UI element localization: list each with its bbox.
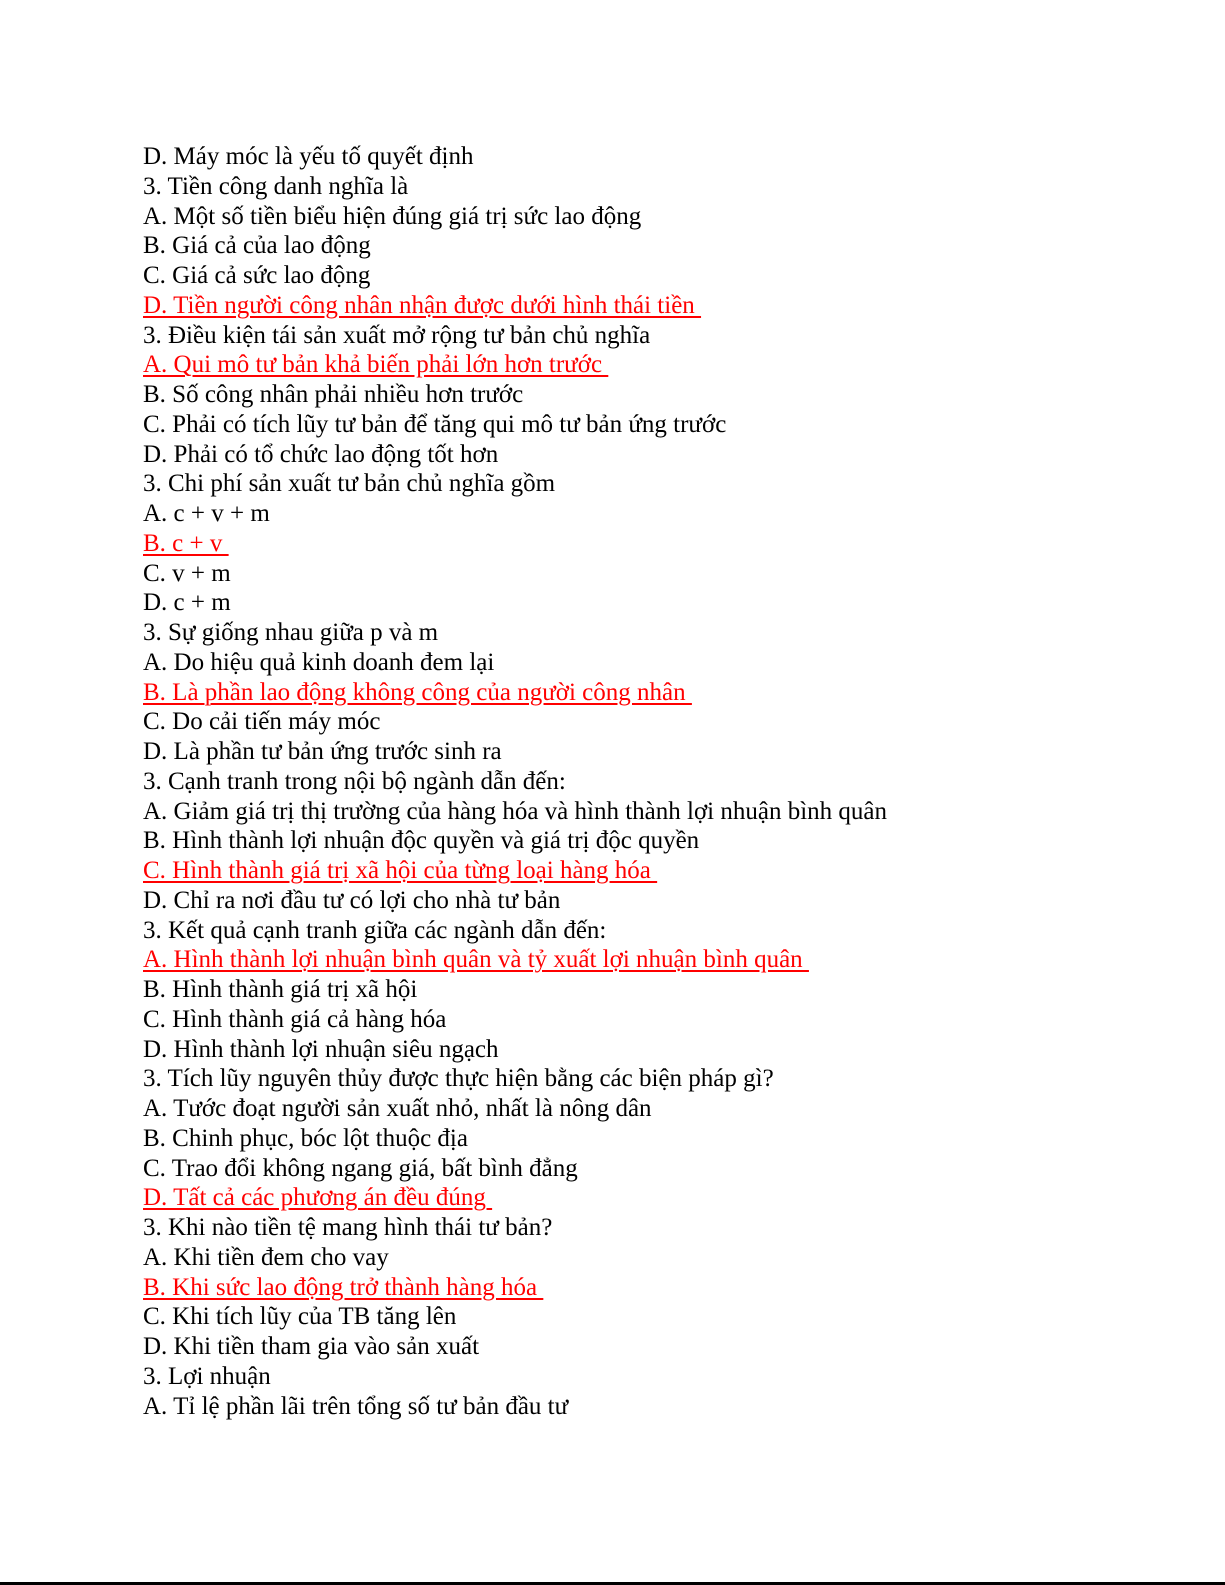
text-line [143, 1154, 1143, 1184]
line-text: D. Hình thành lợi nhuận siêu ngạch [143, 1035, 499, 1063]
line-text: B. Khi sức lao động trở thành hàng hóa [143, 1273, 544, 1301]
line-text: B. Hình thành giá trị xã hội [143, 976, 418, 1003]
line-text: B. Chinh phục, bóc lột thuộc địa [143, 1124, 468, 1152]
line-text: B. Giá cả của lao động [143, 232, 371, 260]
text-line [143, 707, 1143, 737]
text-line [143, 797, 1143, 827]
text-line [143, 1213, 1143, 1243]
text-line [143, 916, 1143, 946]
text-line [143, 886, 1143, 916]
line-text: D. Phải có tổ chức lao động tốt hơn [143, 440, 499, 468]
correct-answer-line [143, 1273, 1143, 1303]
text-line [143, 231, 1143, 261]
line-text: C. Hình thành giá trị xã hội của từng loại hàng hóa [143, 857, 658, 884]
text-line [143, 499, 1143, 529]
line-text: A. Qui mô tư bản khả biến phải lớn hơn trước [143, 351, 609, 379]
line-text: 3. Chi phí sản xuất tư bản chủ nghĩa gồm [143, 470, 556, 498]
line-text: 3. Khi nào tiền tệ mang hình thái tư bản? [143, 1214, 553, 1241]
text-line [143, 826, 1143, 856]
line-text: D. Tiền người công nhân nhận được dưới hình thái tiền [143, 291, 702, 319]
correct-answer-line [143, 291, 1143, 321]
line-text: B. Số công nhân phải nhiều hơn trước [143, 381, 524, 408]
text-line [143, 975, 1143, 1005]
line-text: 3. Cạnh tranh trong nội bộ ngành dẫn đến: [143, 767, 566, 795]
text-line [143, 737, 1143, 767]
line-text: D. Tất cả các phương án đều đúng [143, 1184, 493, 1212]
text-line [143, 172, 1143, 202]
text-line [143, 440, 1143, 470]
line-text: A. Khi tiền đem cho vay [143, 1243, 389, 1271]
line-text: A. Giảm giá trị thị trường của hàng hóa và hình thành lợi nhuận bình quân [143, 797, 888, 825]
text-line [143, 1362, 1143, 1392]
text-line [143, 1243, 1143, 1273]
line-text: B. Là phần lao động không công của người công nhân [143, 678, 692, 706]
text-line [143, 588, 1143, 618]
line-text: 3. Điều kiện tái sản xuất mở rộng tư bản chủ nghĩa [143, 321, 651, 349]
line-text: A. Do hiệu quả kinh doanh đem lại [143, 648, 495, 676]
line-text: C. Giá cả sức lao động [143, 262, 371, 289]
correct-answer-line [143, 350, 1143, 380]
line-text: 3. Sự giống nhau giữa p và m [143, 619, 439, 646]
line-text: D. Máy móc là yếu tố quyết định [143, 143, 474, 170]
line-text: D. c + m [143, 589, 231, 617]
text-line [143, 142, 1143, 172]
text-line [143, 618, 1143, 648]
line-text: 3. Tích lũy nguyên thủy được thực hiện bằng các biện pháp gì? [143, 1065, 774, 1093]
line-text: D. Chỉ ra nơi đầu tư có lợi cho nhà tư bản [143, 886, 561, 914]
text-line [143, 469, 1143, 499]
text-line [143, 1005, 1143, 1035]
text-line [143, 1124, 1143, 1154]
line-text: A. c + v + m [143, 500, 270, 527]
line-text: B. Hình thành lợi nhuận độc quyền và giá trị độc quyền [143, 827, 700, 855]
line-text: C. Trao đổi không ngang giá, bất bình đẳng [143, 1154, 578, 1182]
line-text: C. Phải có tích lũy tư bản để tăng qui mô tư bản ứng trước [143, 410, 727, 438]
document-page [143, 142, 1143, 1421]
line-text: D. Khi tiền tham gia vào sản xuất [143, 1333, 480, 1360]
correct-answer-line [143, 856, 1143, 886]
text-line [143, 648, 1143, 678]
text-line [143, 1035, 1143, 1065]
text-line [143, 559, 1143, 589]
line-text: B. c + v [143, 529, 229, 557]
line-text: 3. Kết quả cạnh tranh giữa các ngành dẫn đến: [143, 916, 607, 944]
line-text: C. Do cải tiến máy móc [143, 708, 381, 736]
text-line [143, 1094, 1143, 1124]
line-text: C. Khi tích lũy của TB tăng lên [143, 1303, 457, 1331]
text-line [143, 767, 1143, 797]
correct-answer-line [143, 529, 1143, 559]
line-text: A. Một số tiền biểu hiện đúng giá trị sức lao động [143, 202, 642, 230]
line-text: 3. Lợi nhuận [143, 1362, 271, 1390]
correct-answer-line [143, 678, 1143, 708]
text-line [143, 321, 1143, 351]
correct-answer-line [143, 1183, 1143, 1213]
text-line [143, 1064, 1143, 1094]
line-text: A. Tỉ lệ phần lãi trên tổng số tư bản đầu tư [143, 1392, 569, 1420]
text-line [143, 410, 1143, 440]
line-text: C. Hình thành giá cả hàng hóa [143, 1005, 447, 1033]
line-text: C. v + m [143, 559, 231, 587]
line-text: A. Tước đoạt người sản xuất nhỏ, nhất là nông dân [143, 1095, 652, 1122]
line-text: A. Hình thành lợi nhuận bình quân và tỷ xuất lợi nhuận bình quân [143, 946, 809, 974]
line-text: D. Là phần tư bản ứng trước sinh ra [143, 738, 502, 765]
text-line [143, 1332, 1143, 1362]
text-line [143, 261, 1143, 291]
text-line [143, 1302, 1143, 1332]
text-line [143, 1392, 1143, 1422]
text-line [143, 202, 1143, 232]
correct-answer-line [143, 945, 1143, 975]
text-line [143, 380, 1143, 410]
line-text: 3. Tiền công danh nghĩa là [143, 172, 409, 200]
